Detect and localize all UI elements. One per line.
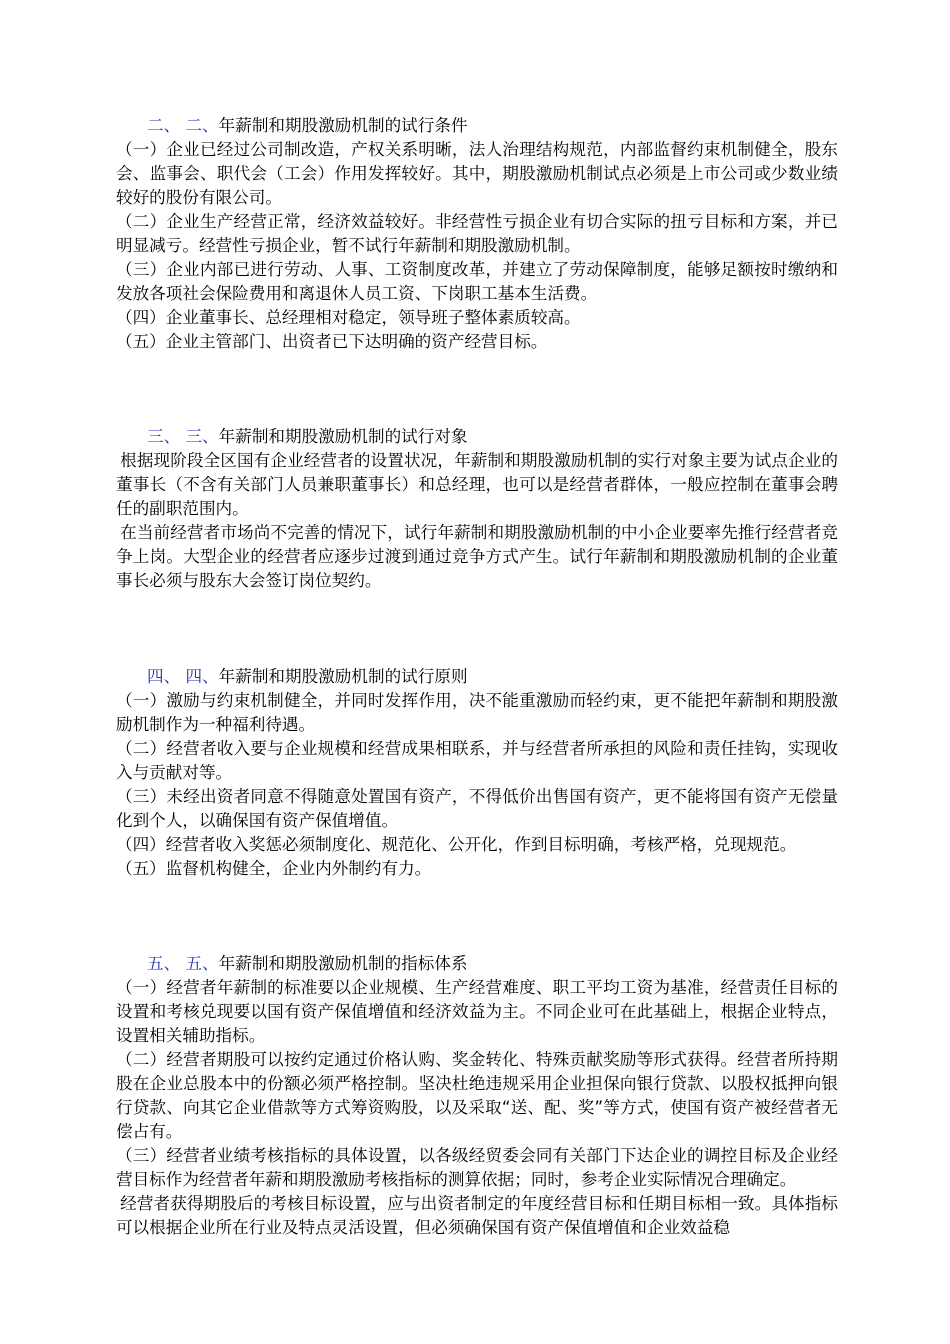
section-trial-conditions (116, 114, 838, 354)
heading-number: 五、 (147, 954, 181, 973)
section-heading (116, 114, 838, 138)
paragraph: （二）企业生产经营正常，经济效益较好。非经营性亏损企业有切合实际的扭亏目标和方案，并已明显减亏。经营性亏损企业，暂不试行年薪制和期股激励机制。 (116, 212, 838, 255)
heading-number: 五、 (185, 954, 219, 973)
paragraph: （四）经营者收入奖惩必须制度化、规范化、公开化，作到目标明确，考核严格，兑现规范。 (116, 835, 797, 854)
paragraph: （三）企业内部已进行劳动、人事、工资制度改革，并建立了劳动保障制度，能够足额按时缴纳和发放各项社会保险费用和离退休人员工资、下岗职工基本生活费。 (116, 260, 838, 303)
section-heading (116, 425, 838, 449)
heading-title: 年薪制和期股激励机制的试行对象 (218, 427, 468, 446)
document-page (116, 114, 838, 1240)
heading-title: 年薪制和期股激励机制的试行条件 (218, 116, 468, 135)
section-heading (116, 952, 838, 976)
heading-number: 四、 (147, 667, 181, 686)
paragraph: （五）企业主管部门、出资者已下达明确的资产经营目标。 (116, 332, 548, 351)
section-trial-targets (116, 425, 838, 593)
heading-title: 年薪制和期股激励机制的指标体系 (218, 954, 468, 973)
paragraph: （二）经营者收入要与企业规模和经营成果相联系，并与经营者所承担的风险和责任挂钩，实现收入与贡献对等。 (116, 739, 838, 782)
paragraph: 在当前经营者市场尚不完善的情况下，试行年薪制和期股激励机制的中小企业要率先推行经营者竞争上岗。大型企业的经营者应逐步过渡到通过竞争方式产生。试行年薪制和期股激励机制的企业董事长必须与股东大会签订岗位契约。 (116, 523, 838, 590)
paragraph: （一）企业已经过公司制改造，产权关系明晰，法人治理结构规范，内部监督约束机制健全，股东会、监事会、职代会（工会）作用发挥较好。其中，期股激励机制试点必须是上市公司或少数业绩较好的股份有限公司。 (116, 140, 838, 207)
paragraph: （三）未经出资者同意不得随意处置国有资产，不得低价出售国有资产，更不能将国有资产无偿量化到个人，以确保国有资产保值增值。 (116, 787, 838, 830)
paragraph: （二）经营者期股可以按约定通过价格认购、奖金转化、特殊贡献奖励等形式获得。经营者所持期股在企业总股本中的份额必须严格控制。坚决杜绝违规采用企业担保向银行贷款、以股权抵押向银行贷款、向其它企业借款等方式筹资购股，以及采取“送、配、奖”等方式，使国有资产被经营者无偿占有。 (116, 1050, 838, 1141)
paragraph: （五）监督机构健全，企业内外制约有力。 (116, 859, 432, 878)
paragraph: （四）企业董事长、总经理相对稳定，领导班子整体素质较高。 (116, 308, 581, 327)
paragraph: （三）经营者业绩考核指标的具体设置，以各级经贸委会同有关部门下达企业的调控目标及企业经营目标作为经营者年薪和期股激励考核指标的测算依据；同时，参考企业实际情况合理确定。 (116, 1146, 838, 1189)
section-spacer (116, 354, 838, 425)
section-heading (116, 665, 838, 689)
section-trial-principles (116, 665, 838, 881)
paragraph: （一）激励与约束机制健全，并同时发挥作用，决不能重激励而轻约束，更不能把年薪制和期股激励机制作为一种福利待遇。 (116, 691, 838, 734)
heading-title: 年薪制和期股激励机制的试行原则 (218, 667, 468, 686)
paragraph: 根据现阶段全区国有企业经营者的设置状况，年薪制和期股激励机制的实行对象主要为试点企业的董事长（不含有关部门人员兼职董事长）和总经理，也可以是经营者群体，一般应控制在董事会聘任的副职范围内。 (116, 451, 838, 518)
section-indicator-system (116, 952, 838, 1240)
section-spacer (116, 593, 838, 665)
heading-number: 三、 (185, 427, 219, 446)
paragraph: 经营者获得期股后的考核目标设置，应与出资者制定的年度经营目标和任期目标相一致。具体指标可以根据企业所在行业及特点灵活设置，但必须确保国有资产保值增值和企业效益稳 (116, 1194, 838, 1237)
heading-number: 二、 (147, 116, 181, 135)
heading-number: 二、 (185, 116, 219, 135)
heading-number: 三、 (147, 427, 181, 446)
paragraph: （一）经营者年薪制的标准要以企业规模、生产经营难度、职工平均工资为基准，经营责任目标的设置和考核兑现要以国有资产保值增值和经济效益为主。不同企业可在此基础上，根据企业特点，设置相关辅助指标。 (116, 978, 838, 1045)
section-spacer (116, 881, 838, 952)
heading-number: 四、 (185, 667, 219, 686)
